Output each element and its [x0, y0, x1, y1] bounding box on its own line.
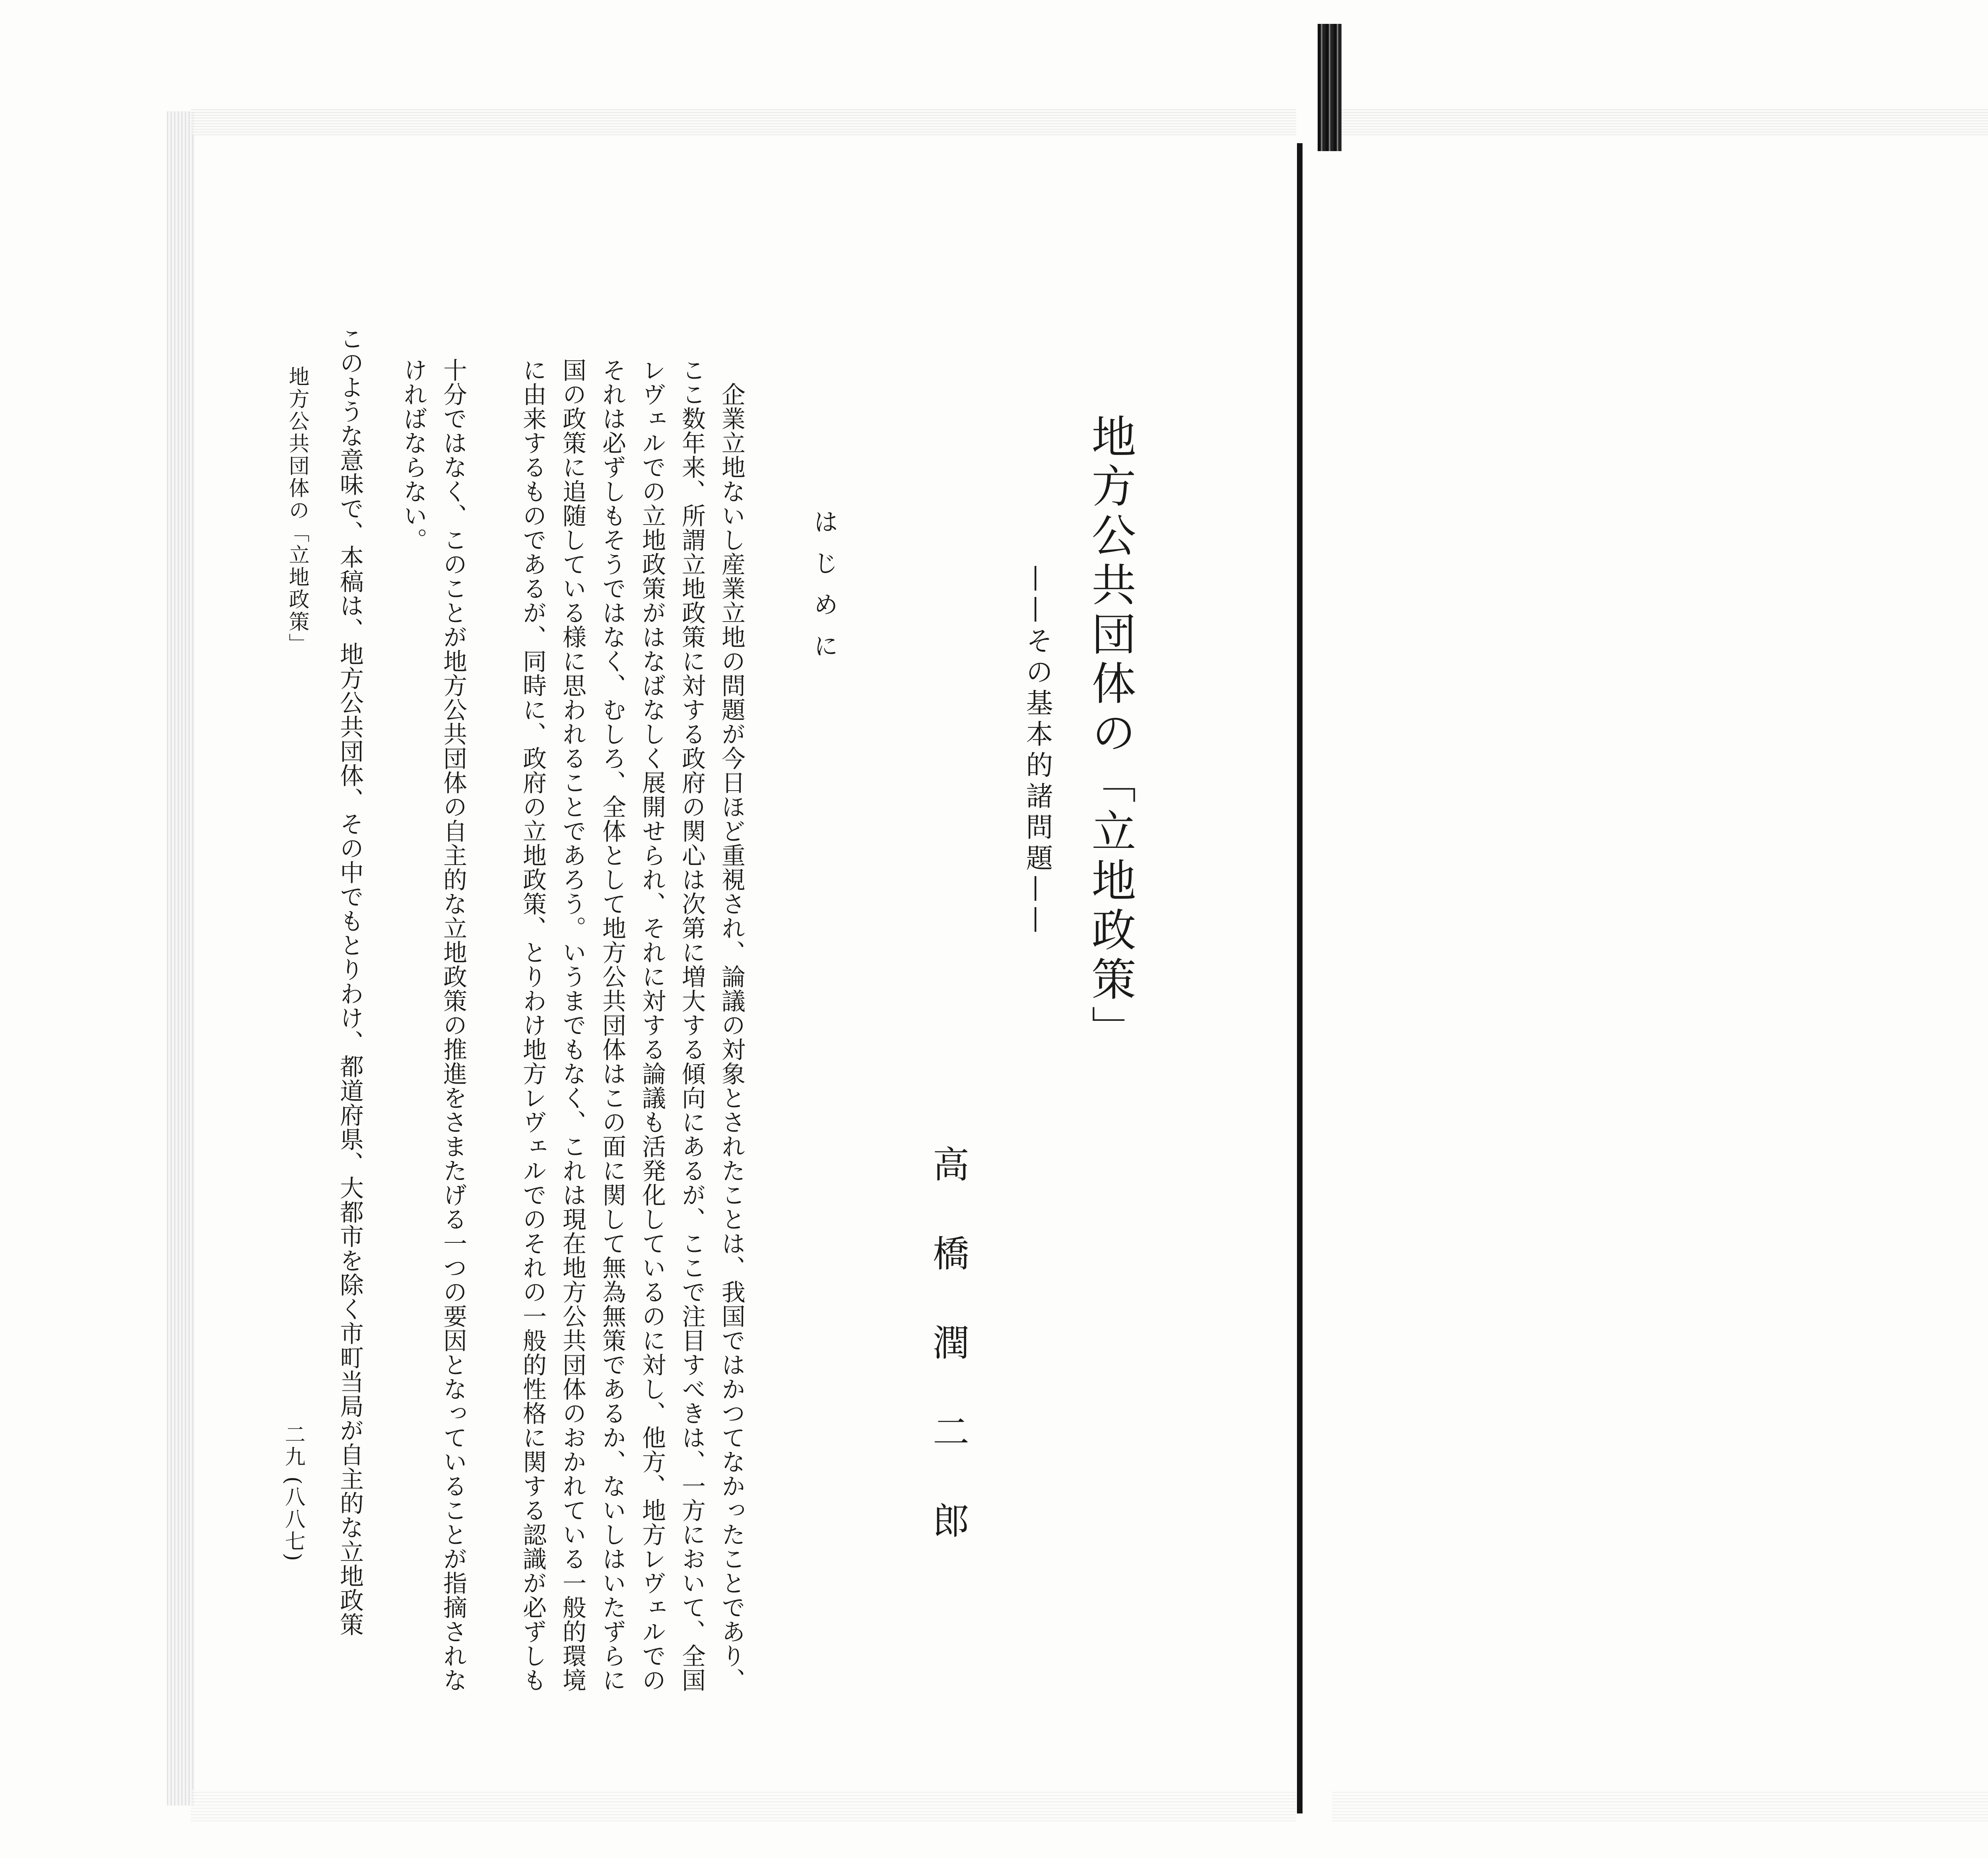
- body-paragraph: それは必ずしもそうではなく、むしろ、全体として地方公共団体はこの面に関して無為無策であるか、ないしはいたずらに: [598, 358, 626, 1692]
- body-paragraph: レヴェルでの立地政策がはなばなしく展開せられ、それに対する論議も活発化しているのに対し、他方、地方レヴェルでの: [638, 358, 666, 1692]
- right-page: [1308, 0, 1988, 1858]
- running-header: 地方公共団体の「立地政策」: [285, 366, 309, 655]
- binding-mark: [1318, 24, 1342, 151]
- body-paragraph: 十分ではなく、このことが地方公共団体の自主的な立地政策の推進をさまたげる一つの要因となっていることが指摘されな: [439, 358, 467, 1692]
- article-subtitle: ——その基本的諸問題——: [1021, 565, 1053, 937]
- scan-noise-top-left: [191, 107, 1296, 135]
- body-paragraph: ここ数年来、所謂立地政策に対する政府の関心は次第に増大する傾向にあるが、ここで注目すべきは、一方において、全国: [678, 358, 706, 1692]
- section-heading: はじめに: [810, 509, 839, 674]
- body-paragraph: このような意味で、本稿は、地方公共団体、その中でもとりわけ、都道府県、大都市を除く市町当局が自主的な立地政策: [336, 302, 364, 1636]
- body-paragraph: に由来するものであるが、同時に、政府の立地政策、とりわけ地方レヴェルでのそれの一般的性格に関する認識が必ずしも: [519, 358, 547, 1692]
- scan-noise-top-right: [1332, 107, 1988, 135]
- body-paragraph: ければならない。: [400, 358, 427, 552]
- body-paragraph: 国の政策に追随している様に思われることであろう。いうまでもなく、これは現在地方公共団体のおかれている一般的環境: [559, 358, 586, 1692]
- author-name: 高橋潤二郎: [927, 1145, 969, 1591]
- page-number: 二九 (八八七): [281, 1424, 305, 1563]
- scan-noise-bottom-left: [191, 1790, 1296, 1821]
- scan-edge-left: [167, 111, 195, 1806]
- book-spine-line: [1297, 143, 1303, 1813]
- scan-noise-bottom-right: [1332, 1790, 1988, 1821]
- article-title: 地方公共団体の「立地政策」: [1084, 414, 1136, 1055]
- body-paragraph: 企業立地ないし産業立地の問題が今日ほど重視され、論議の対象とされたことは、我国ではかつてなかったことであり、: [718, 358, 746, 1692]
